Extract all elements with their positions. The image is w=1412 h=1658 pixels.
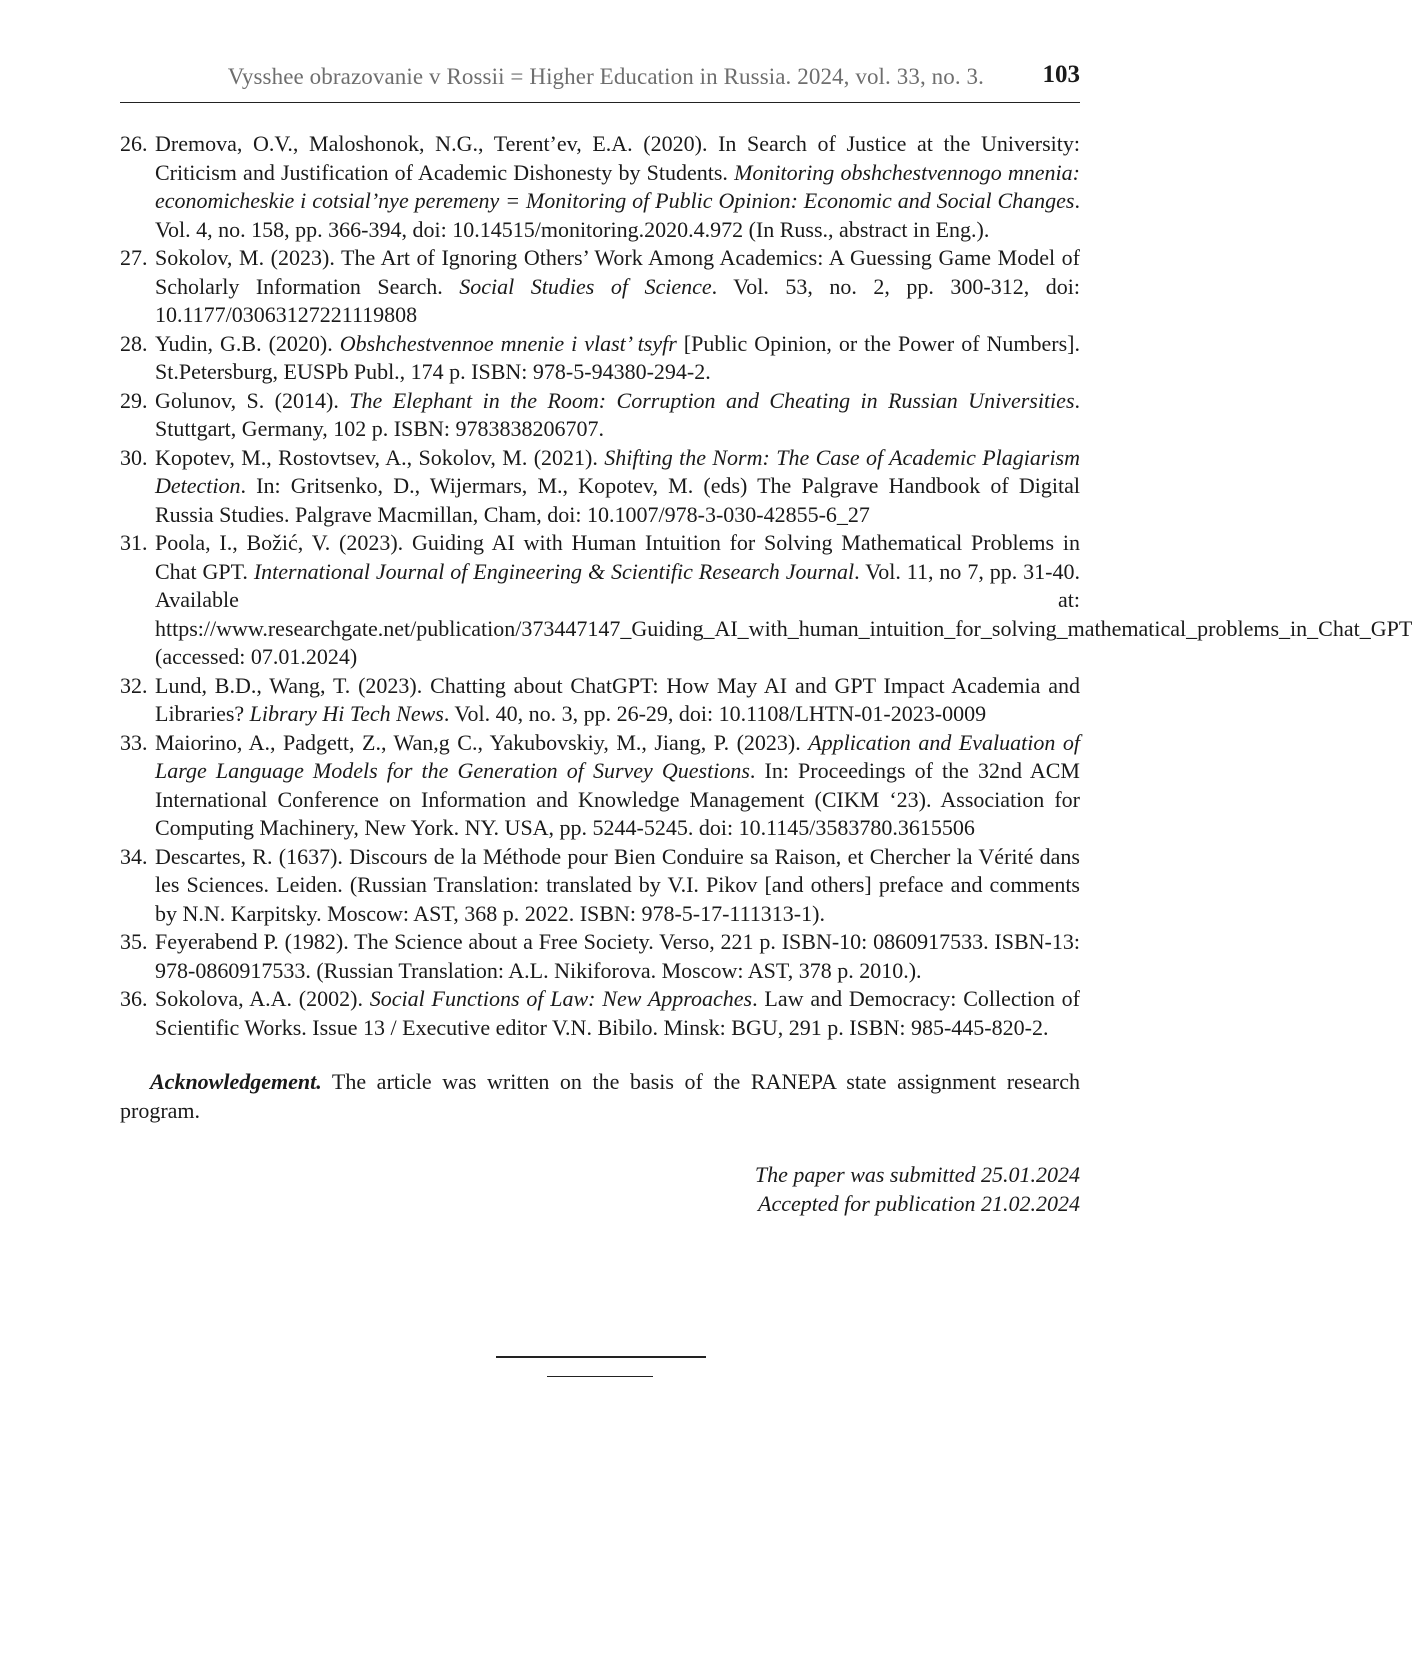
journal-title: Vysshee obrazovanie v Rossii = Higher Education in Russia. 2024, vol. 33, no. 3. [227,64,984,89]
reference-number: 33. [120,729,148,755]
reference-details: . Vol. 53, no. 2, pp. 300-312, doi: 10.1177/03063127221119808 [155,273,1080,327]
reference-item [120,672,1080,729]
reference-details: . Law and Democracy: Collection of Scientific Works. Issue 13 / Executive editor V.N. Bibilo. Minsk: BGU, 291 p. ISBN: 985-445-820-2. [155,986,1080,1040]
accepted-date: Accepted for publication 21.02.2024 [758,1191,1080,1216]
reference-source: The Elephant in the Room: Corruption and Cheating in Russian Universities [349,387,1075,413]
reference-number: 27. [120,245,148,270]
reference-list [120,130,1412,1042]
reference-source: Obshchestvennoe mnenie i vlast’ tsyfr [339,330,677,356]
reference-item [120,387,1080,444]
reference-text: Yudin, G.B. (2020). [155,330,340,356]
reference-number: 28. [120,330,148,356]
reference-number: 35. [120,929,148,954]
reference-item [120,244,1080,330]
end-rule-long [496,1356,706,1358]
reference-source: Social Studies of Science [459,273,712,299]
reference-number: 26. [120,131,148,156]
reference-source: Monitoring obshchestvennogo mnenia: economicheskie i cotsial’nye peremeny = Monitoring of Public Opinion: Economic and Social Changes [155,159,1080,213]
reference-item [120,130,1080,244]
acknowledgement-text: The article was written on the basis of the RANEPA state assignment research program. [120,1069,1080,1123]
submission-dates [755,1160,1080,1218]
reference-source: Shifting the Norm: The Case of Academic Plagiarism Detection [155,444,1081,498]
reference-text: Poola, I., Božić, V. (2023). Guiding AI with Human Intuition for Solving Mathematical Problems in Chat GPT. [155,530,1080,584]
reference-details: . Vol. 4, no. 158, pp. 366-394, doi: 10.14515/monitoring.2020.4.972 (In Russ., abstract in Eng.). [155,188,1080,242]
reference-text: Lund, B.D., Wang, T. (2023). Chatting about ChatGPT: How May AI and GPT Impact Academia and Libraries? [155,672,1080,726]
acknowledgement-label: Acknowledgement. [150,1069,322,1094]
reference-details: . Stuttgart, Germany, 102 p. ISBN: 9783838206707. [155,387,1080,441]
reference-number: 34. [120,843,148,869]
end-rule-short [547,1376,653,1377]
reference-text: Sokolova, A.A. (2002). [155,986,370,1011]
reference-text: Dremova, O.V., Maloshonok, N.G., Terent’ev, E.A. (2020). In Search of Justice at the University: Criticism and Justification of Academic Dishonesty by Students. [155,131,1080,185]
reference-source: Social Functions of Law: New Approaches [369,986,753,1011]
reference-item [120,330,1080,387]
reference-item [120,928,1080,985]
reference-source: Application and Evaluation of Large Language Models for the Generation of Survey Questions [155,729,1080,783]
reference-source: International Journal of Engineering & Scientific Research Journal [253,558,855,584]
reference-details: . In: Gritsenko, D., Wijermars, M., Kopotev, M. (eds) The Palgrave Handbook of Digital Russia Studies. Palgrave Macmillan, Cham, doi: 10.1007/978-3-030-42855-6_27 [155,473,1080,527]
reference-text: Descartes, R. (1637). Discours de la Méthode pour Bien Conduire sa Raison, et Chercher la Vérité dans les Sciences. Leiden. (Russian Translation: translated by V.I. Pikov [and others] preface and comments by N.N. Karpitsky. Moscow: AST, 368 p. 2022. ISBN: 978-5-17-111313-1). [155,843,1080,926]
reference-details: . In: Proceedings of the 32nd ACM International Conference on Information and Knowledge Management (CIKM ‘23). Association for Computing Machinery, New York. NY. USA, pp. 5244-5245. doi: 10.1145/3583780.3615506 [155,758,1080,840]
page-number: 103 [1042,61,1080,88]
running-header [120,58,1080,103]
reference-number: 32. [120,672,148,698]
reference-text: Kopotev, M., Rostovtsev, A., Sokolov, M. (2021). [155,444,605,470]
reference-number: 36. [120,986,148,1011]
reference-number: 29. [120,387,148,413]
reference-text: Golunov, S. (2014). [155,387,350,413]
reference-item [120,529,1412,672]
reference-text: Sokolov, M. (2023). The Art of Ignoring Others’ Work Among Academics: A Guessing Game Model of Scholarly Information Search. [155,245,1080,299]
reference-details: . Vol. 11, no 7, pp. 31-40. Available at: https://www.researchgate.net/publication/373447147_Guiding_AI_with_human_intuition_for_solving_mathematical_problems_in_Chat_GPT (accessed: 07.01.2024) [155,558,1412,669]
reference-text: Feyerabend P. (1982). The Science about a Free Society. Verso, 221 p. ISBN-10: 0860917533. ISBN-13: 978-0860917533. (Russian Translation: A.L. Nikiforova. Moscow: AST, 378 p. 2010.). [155,929,1080,983]
reference-item [120,843,1080,929]
reference-number: 31. [120,530,148,555]
reference-details: [Public Opinion, or the Power of Numbers]. St.Petersburg, EUSPb Publ., 174 p. ISBN: 978-5-94380-294-2. [155,330,1081,384]
reference-item [120,985,1080,1042]
reference-number: 30. [120,444,148,470]
submitted-date: The paper was submitted 25.01.2024 [754,1162,1080,1187]
reference-text: Maiorino, A., Padgett, Z., Wan,g C., Yakubovskiy, M., Jiang, P. (2023). [155,729,809,755]
reference-item [120,444,1080,530]
reference-details: . Vol. 40, no. 3, pp. 26-29, doi: 10.1108/LHTN-01-2023-0009 [443,701,987,726]
acknowledgement [120,1067,1080,1125]
reference-item [120,729,1080,843]
reference-source: Library Hi Tech News [249,701,444,726]
